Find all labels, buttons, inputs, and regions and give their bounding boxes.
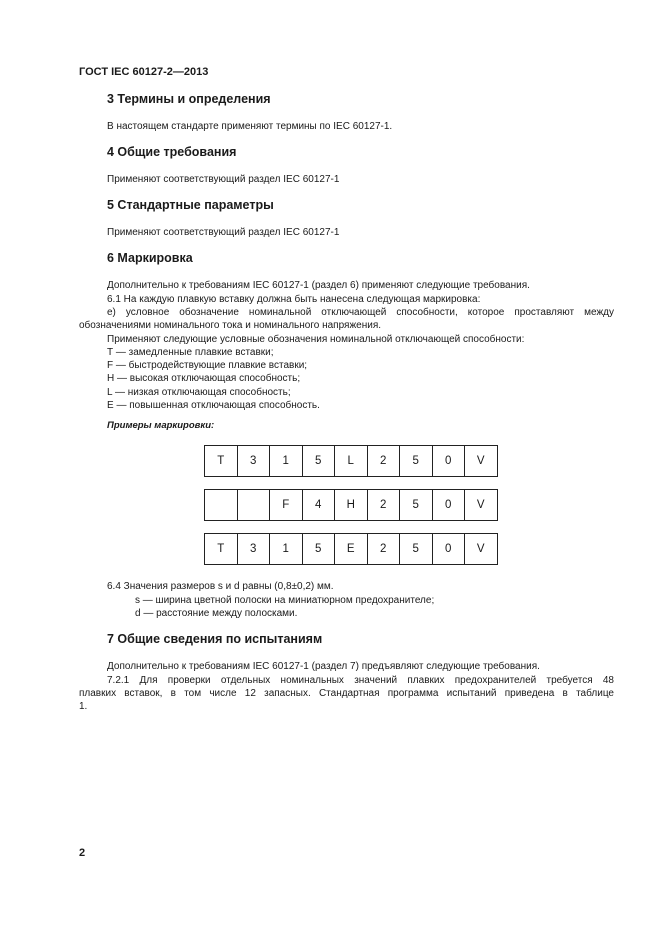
marking-cell (237, 490, 270, 521)
section-3-heading: 3 Термины и определения (107, 92, 271, 106)
marking-cell: 2 (367, 490, 400, 521)
marking-cell: 1 (270, 534, 303, 565)
section-6-4-item: s — ширина цветной полоски на миниатюрном предохранителе; (135, 595, 435, 606)
marking-cell (205, 490, 238, 521)
section-6-line: Н — высокая отключающая способность; (107, 373, 301, 384)
marking-cell: V (465, 534, 498, 565)
marking-cell: V (465, 490, 498, 521)
marking-cell: 2 (367, 534, 400, 565)
section-6-line: е) условное обозначение номинальной отключающей способности, которое проставляют между (107, 307, 614, 318)
marking-cell: 5 (302, 446, 335, 477)
section-6-line: Т — замедленные плавкие вставки; (107, 347, 274, 358)
marking-cell: V (465, 446, 498, 477)
section-7-line: Дополнительно к требованиям IEC 60127-1 (раздел 7) предъявляют следующие требования. (107, 661, 540, 672)
marking-cell: 0 (432, 446, 465, 477)
marking-cell: E (335, 534, 368, 565)
section-6-4-text: 6.4 Значения размеров s и d равны (0,8±0,2) мм. (107, 581, 334, 592)
examples-label: Примеры маркировки: (107, 420, 215, 431)
marking-example-table-3 (204, 533, 498, 565)
marking-cell: T (205, 446, 238, 477)
marking-cell: 4 (302, 490, 335, 521)
section-5-text: Применяют соответствующий раздел IEC 60127-1 (107, 227, 340, 238)
section-6-line: L — низкая отключающая способность; (107, 387, 291, 398)
section-6-line: обозначениями номинального тока и номинального напряжения. (79, 320, 382, 331)
section-4-text: Применяют соответствующий раздел IEC 60127-1 (107, 174, 340, 185)
section-7-line: 1. (79, 701, 88, 712)
section-6-heading: 6 Маркировка (107, 251, 193, 265)
marking-cell: 0 (432, 534, 465, 565)
section-6-line: 6.1 На каждую плавкую вставку должна быть нанесена следующая маркировка: (107, 294, 481, 305)
section-6-4-item: d — расстояние между полосками. (135, 608, 298, 619)
marking-cell: 1 (270, 446, 303, 477)
section-6-line: Е — повышенная отключающая способность. (107, 400, 320, 411)
section-4-heading: 4 Общие требования (107, 145, 237, 159)
section-5-heading: 5 Стандартные параметры (107, 198, 274, 212)
marking-cell: F (270, 490, 303, 521)
marking-cell: H (335, 490, 368, 521)
page-number: 2 (79, 847, 86, 859)
marking-example-table-2 (204, 489, 498, 521)
section-6-line: Дополнительно к требованиям IEC 60127-1 (раздел 6) применяют следующие требования. (107, 280, 530, 291)
marking-cell: 5 (400, 490, 433, 521)
document-header: ГОСТ IEC 60127-2—2013 (79, 66, 209, 78)
marking-cell: 5 (400, 446, 433, 477)
marking-cell: 5 (302, 534, 335, 565)
marking-cell: T (205, 534, 238, 565)
section-6-line: F — быстродействующие плавкие вставки; (107, 360, 308, 371)
marking-example-table-1 (204, 445, 498, 477)
marking-cell: 0 (432, 490, 465, 521)
section-7-heading: 7 Общие сведения по испытаниям (107, 632, 323, 646)
section-3-text: В настоящем стандарте применяют термины по IEC 60127-1. (107, 121, 393, 132)
section-7-line: плавких вставок, в том числе 12 запасных. Стандартная программа испытаний приведена в таблице (79, 688, 614, 699)
marking-cell: 5 (400, 534, 433, 565)
section-7-line: 7.2.1 Для проверки отдельных номинальных значений плавких предохранителей требуется 48 (107, 675, 614, 686)
marking-cell: L (335, 446, 368, 477)
marking-cell: 3 (237, 446, 270, 477)
marking-cell: 2 (367, 446, 400, 477)
section-6-line: Применяют следующие условные обозначения номинальной отключающей способности: (107, 334, 525, 345)
marking-cell: 3 (237, 534, 270, 565)
